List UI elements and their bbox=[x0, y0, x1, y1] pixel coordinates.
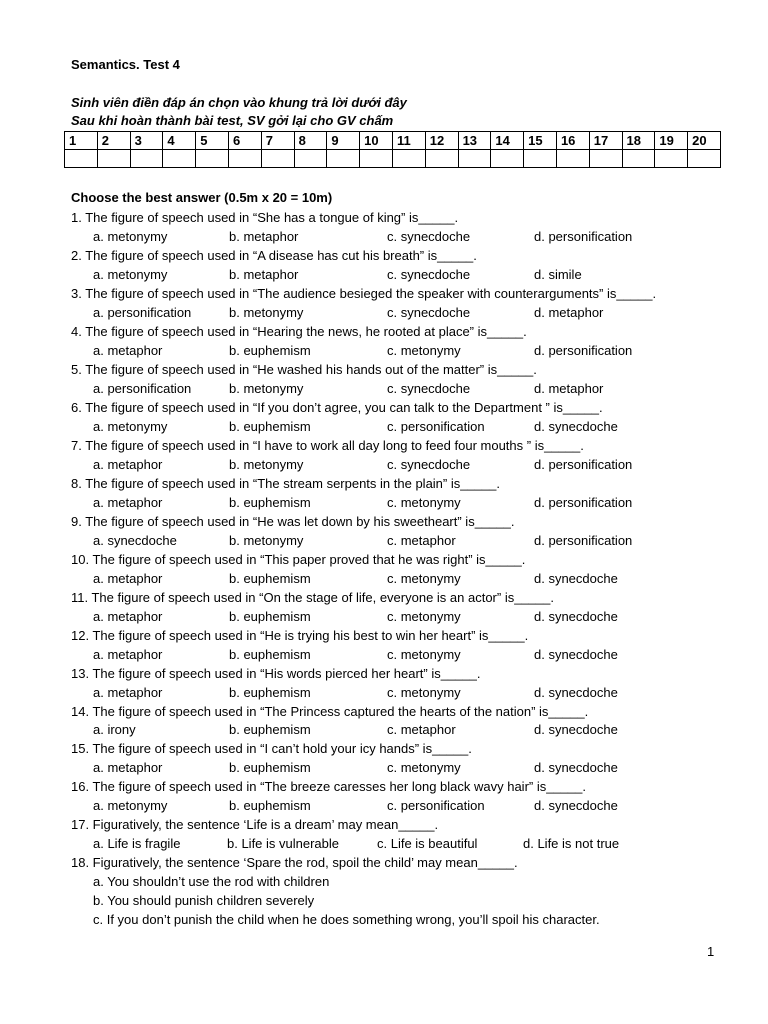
question-text: 2. The figure of speech used in “A disease has cut his breath” is_____. bbox=[71, 248, 477, 263]
option-b: b. euphemism bbox=[229, 571, 311, 586]
option-c: c. Life is beautiful bbox=[377, 836, 478, 851]
question-options bbox=[93, 609, 693, 627]
option-d: d. synecdoche bbox=[534, 609, 618, 624]
option-b: b. euphemism bbox=[229, 647, 311, 662]
option-d: d. simile bbox=[534, 267, 582, 282]
answer-col-header: 17 bbox=[589, 132, 622, 150]
option-b: b. metonymy bbox=[229, 457, 304, 472]
option-b: b. euphemism bbox=[229, 343, 311, 358]
option-a: a. personification bbox=[93, 381, 192, 396]
option-b: b. euphemism bbox=[229, 760, 311, 775]
question-text: 15. The figure of speech used in “I can’t hold your icy hands” is_____. bbox=[71, 741, 472, 756]
answer-table bbox=[64, 131, 721, 168]
answer-cell[interactable] bbox=[228, 150, 261, 168]
option-a: a. metaphor bbox=[93, 457, 163, 472]
option-c: c. metonymy bbox=[387, 647, 461, 662]
option-c: c. metonymy bbox=[387, 571, 461, 586]
question-text: 7. The figure of speech used in “I have to work all day long to feed four mouths ” is_____. bbox=[71, 438, 584, 453]
question-options bbox=[93, 533, 693, 551]
answer-col-header: 5 bbox=[196, 132, 229, 150]
answer-col-header: 16 bbox=[556, 132, 589, 150]
option-d: d. personification bbox=[534, 343, 633, 358]
answer-cell[interactable] bbox=[392, 150, 425, 168]
answer-cell[interactable] bbox=[589, 150, 622, 168]
option-d: d. synecdoche bbox=[534, 419, 618, 434]
option-d: d. synecdoche bbox=[534, 685, 618, 700]
option-c: c. synecdoche bbox=[387, 457, 471, 472]
option-a: a. metaphor bbox=[93, 685, 163, 700]
option-d: d. personification bbox=[534, 229, 633, 244]
option-c: c. synecdoche bbox=[387, 229, 471, 244]
option-a: a. metaphor bbox=[93, 647, 163, 662]
option-d: d. metaphor bbox=[534, 305, 604, 320]
question-options bbox=[93, 229, 693, 247]
question-text: 12. The figure of speech used in “He is trying his best to win her heart” is_____. bbox=[71, 628, 529, 643]
answer-cell[interactable] bbox=[688, 150, 721, 168]
question-options bbox=[93, 647, 693, 665]
answer-cell[interactable] bbox=[97, 150, 130, 168]
answer-col-header: 2 bbox=[97, 132, 130, 150]
answer-cell[interactable] bbox=[655, 150, 688, 168]
answer-cell[interactable] bbox=[130, 150, 163, 168]
option-a: a. Life is fragile bbox=[93, 836, 181, 851]
question-text: 14. The figure of speech used in “The Princess captured the hearts of the nation” is_____. bbox=[71, 704, 589, 719]
answer-table-input-row bbox=[65, 150, 721, 168]
option-b: b. euphemism bbox=[229, 609, 311, 624]
answer-cell[interactable] bbox=[622, 150, 655, 168]
answer-cell[interactable] bbox=[196, 150, 229, 168]
answer-col-header: 20 bbox=[688, 132, 721, 150]
option-a: a. You shouldn’t use the rod with children bbox=[93, 874, 330, 889]
question-text: 16. The figure of speech used in “The breeze caresses her long black wavy hair” is_____. bbox=[71, 779, 586, 794]
question-options bbox=[93, 760, 693, 778]
question-options bbox=[93, 343, 693, 361]
option-a: a. metaphor bbox=[93, 343, 163, 358]
option-a: a. personification bbox=[93, 305, 192, 320]
answer-cell[interactable] bbox=[65, 150, 98, 168]
option-c: c. personification bbox=[387, 798, 485, 813]
answer-col-header: 4 bbox=[163, 132, 196, 150]
option-c: c. metonymy bbox=[387, 760, 461, 775]
option-a: a. metaphor bbox=[93, 609, 163, 624]
answer-table-header-row bbox=[65, 132, 721, 150]
question-options bbox=[93, 381, 693, 399]
question-options bbox=[93, 722, 693, 740]
answer-col-header: 1 bbox=[65, 132, 98, 150]
instruction-line-2: Sau khi hoàn thành bài test, SV gởi lại cho GV chấm bbox=[71, 113, 394, 128]
answer-col-header: 14 bbox=[491, 132, 524, 150]
answer-cell[interactable] bbox=[458, 150, 491, 168]
option-b: b. euphemism bbox=[229, 685, 311, 700]
question-text: 18. Figuratively, the sentence ‘Spare the rod, spoil the child’ may mean_____. bbox=[71, 855, 518, 870]
answer-cell[interactable] bbox=[491, 150, 524, 168]
question-text: 3. The figure of speech used in “The audience besieged the speaker with counterarguments” is_____. bbox=[71, 286, 657, 301]
option-b: b. euphemism bbox=[229, 722, 311, 737]
option-a: a. synecdoche bbox=[93, 533, 177, 548]
question-options bbox=[93, 419, 693, 437]
question-text: 5. The figure of speech used in “He washed his hands out of the matter” is_____. bbox=[71, 362, 537, 377]
question-options bbox=[93, 305, 693, 323]
option-c: c. metaphor bbox=[387, 533, 456, 548]
option-b: b. euphemism bbox=[229, 798, 311, 813]
option-a: a. irony bbox=[93, 722, 136, 737]
option-d: d. synecdoche bbox=[534, 760, 618, 775]
answer-col-header: 7 bbox=[261, 132, 294, 150]
option-c: c. synecdoche bbox=[387, 381, 471, 396]
page-number: 1 bbox=[707, 944, 715, 959]
option-a: a. metonymy bbox=[93, 419, 168, 434]
answer-col-header: 11 bbox=[392, 132, 425, 150]
section-heading: Choose the best answer (0.5m x 20 = 10m) bbox=[71, 190, 333, 205]
option-c: c. If you don’t punish the child when he does something wrong, you’ll spoil his character. bbox=[93, 912, 600, 927]
option-a: a. metaphor bbox=[93, 760, 163, 775]
question-text: 13. The figure of speech used in “His words pierced her heart” is_____. bbox=[71, 666, 481, 681]
option-d: d. personification bbox=[534, 533, 633, 548]
question-options bbox=[93, 495, 693, 513]
option-b: b. euphemism bbox=[229, 495, 311, 510]
answer-cell[interactable] bbox=[524, 150, 557, 168]
question-text: 6. The figure of speech used in “If you don’t agree, you can talk to the Department ” is_____. bbox=[71, 400, 603, 415]
answer-cell[interactable] bbox=[261, 150, 294, 168]
question-options bbox=[93, 457, 693, 475]
option-a: a. metaphor bbox=[93, 495, 163, 510]
question-options bbox=[93, 267, 693, 285]
question-options bbox=[93, 836, 693, 854]
answer-col-header: 13 bbox=[458, 132, 491, 150]
option-d: d. synecdoche bbox=[534, 571, 618, 586]
option-d: d. synecdoche bbox=[534, 647, 618, 662]
answer-col-header: 18 bbox=[622, 132, 655, 150]
question-options bbox=[93, 571, 693, 589]
option-d: d. synecdoche bbox=[534, 722, 618, 737]
answer-col-header: 8 bbox=[294, 132, 327, 150]
test-title: Semantics. Test 4 bbox=[71, 57, 180, 72]
question-text: 8. The figure of speech used in “The stream serpents in the plain” is_____. bbox=[71, 476, 501, 491]
option-d: d. personification bbox=[534, 457, 633, 472]
answer-col-header: 19 bbox=[655, 132, 688, 150]
answer-col-header: 10 bbox=[360, 132, 393, 150]
option-a: a. metonymy bbox=[93, 798, 168, 813]
question-text: 17. Figuratively, the sentence ‘Life is a dream’ may mean_____. bbox=[71, 817, 439, 832]
option-c: c. metonymy bbox=[387, 495, 461, 510]
option-d: d. Life is not true bbox=[523, 836, 620, 851]
option-b: b. metonymy bbox=[229, 305, 304, 320]
option-b: b. metaphor bbox=[229, 229, 299, 244]
answer-col-header: 9 bbox=[327, 132, 360, 150]
question-text: 9. The figure of speech used in “He was let down by his sweetheart” is_____. bbox=[71, 514, 515, 529]
option-b: b. euphemism bbox=[229, 419, 311, 434]
option-c: c. metonymy bbox=[387, 609, 461, 624]
question-text: 10. The figure of speech used in “This paper proved that he was right” is_____. bbox=[71, 552, 526, 567]
answer-col-header: 6 bbox=[228, 132, 261, 150]
question-options bbox=[93, 685, 693, 703]
answer-col-header: 12 bbox=[425, 132, 458, 150]
option-c: c. personification bbox=[387, 419, 485, 434]
option-b: b. metonymy bbox=[229, 533, 304, 548]
answer-cell[interactable] bbox=[425, 150, 458, 168]
option-d: d. synecdoche bbox=[534, 798, 618, 813]
option-c: c. synecdoche bbox=[387, 305, 471, 320]
option-a: a. metonymy bbox=[93, 229, 168, 244]
option-b: b. Life is vulnerable bbox=[227, 836, 340, 851]
option-c: c. metaphor bbox=[387, 722, 456, 737]
answer-cell[interactable] bbox=[360, 150, 393, 168]
answer-col-header: 3 bbox=[130, 132, 163, 150]
option-a: a. metonymy bbox=[93, 267, 168, 282]
question-text: 11. The figure of speech used in “On the stage of life, everyone is an actor” is_____. bbox=[71, 590, 554, 605]
question-text: 1. The figure of speech used in “She has a tongue of king” is_____. bbox=[71, 210, 459, 225]
option-a: a. metaphor bbox=[93, 571, 163, 586]
question-text: 4. The figure of speech used in “Hearing the news, he rooted at place” is_____. bbox=[71, 324, 527, 339]
option-c: c. metonymy bbox=[387, 685, 461, 700]
option-b: b. metaphor bbox=[229, 267, 299, 282]
answer-cell[interactable] bbox=[327, 150, 360, 168]
option-c: c. metonymy bbox=[387, 343, 461, 358]
option-d: d. metaphor bbox=[534, 381, 604, 396]
option-b: b. You should punish children severely bbox=[93, 893, 315, 908]
answer-cell[interactable] bbox=[163, 150, 196, 168]
answer-cell[interactable] bbox=[294, 150, 327, 168]
option-b: b. metonymy bbox=[229, 381, 304, 396]
answer-col-header: 15 bbox=[524, 132, 557, 150]
option-c: c. synecdoche bbox=[387, 267, 471, 282]
answer-cell[interactable] bbox=[556, 150, 589, 168]
option-d: d. personification bbox=[534, 495, 633, 510]
question-options bbox=[93, 798, 693, 816]
instruction-line-1: Sinh viên điền đáp án chọn vào khung trả lời dưới đây bbox=[71, 95, 407, 110]
